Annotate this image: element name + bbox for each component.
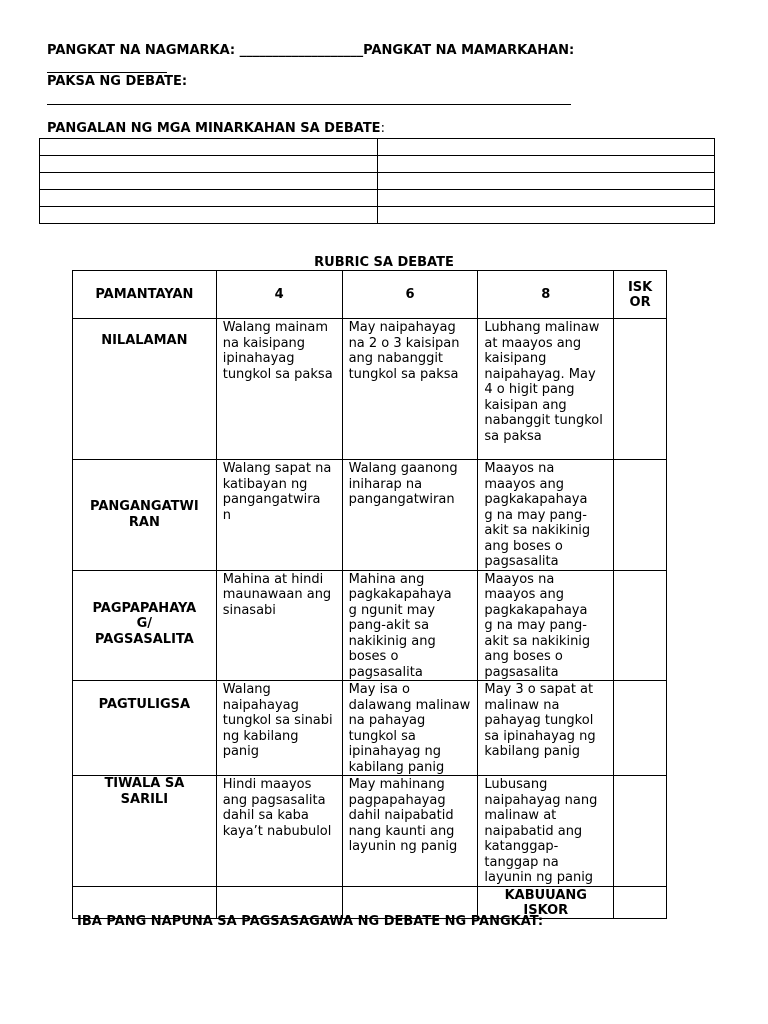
pangalan-colon: : (380, 121, 385, 136)
criterion-tiwala-sa-sarili: TIWALA SA SARILI (73, 776, 217, 887)
rubric-title: RUBRIC SA DEBATE (314, 255, 454, 270)
pangalan-label: PANGALAN NG MGA MINARKAHAN SA DEBATE (47, 121, 381, 136)
pangalan-heading (47, 121, 385, 136)
descriptor-8: Maayos na maayos ang pagkakapahaya g na may pang-akit sa nakikinig ang boses o pagsasalita (478, 460, 614, 571)
kabuuang-iskor-label: KABUUANG ISKOR (478, 886, 614, 918)
paksa-blank-line[interactable] (47, 104, 571, 105)
name-cell[interactable] (378, 173, 715, 190)
iskor-cell[interactable] (614, 570, 667, 681)
names-row (40, 207, 715, 224)
puna-label: IBA PANG NAPUNA SA PAGSASAGAWA NG DEBATE NG PANGKAT: (77, 914, 544, 929)
rubric-header-row (73, 271, 667, 319)
rubric-row (73, 570, 667, 681)
rubric-row (73, 681, 667, 776)
iskor-cell[interactable] (614, 776, 667, 887)
name-cell[interactable] (40, 139, 378, 156)
descriptor-8: Lubusang naipahayag nang malinaw at naipabatid ang katanggap-tanggap na layunin ng panig (478, 776, 614, 887)
header-pamantayan: PAMANTAYAN (73, 271, 217, 319)
descriptor-4: Walang sapat na katibayan ng pangangatwira n (216, 460, 342, 571)
header-score-6: 6 (342, 271, 478, 319)
names-table (39, 138, 715, 224)
names-row (40, 139, 715, 156)
iskor-cell[interactable] (614, 319, 667, 460)
descriptor-6: Walang gaanong iniharap na pangangatwiran (342, 460, 478, 571)
header-score-8: 8 (478, 271, 614, 319)
descriptor-6: Mahina ang pagkakapahaya g ngunit may pang-akit sa nakikinig ang boses o pagsasalita (342, 570, 478, 681)
descriptor-4: Mahina at hindi maunawaan ang sinasabi (216, 570, 342, 681)
descriptor-8: Maayos na maayos ang pagkakapahaya g na may pang-akit sa nakikinig ang boses o pagsasalita (478, 570, 614, 681)
nagmarka-label: PANGKAT NA NAGMARKA: ___________________PANGKAT NA MAMARKAHAN: (47, 43, 575, 58)
criterion-pagtuligsa: PAGTULIGSA (73, 681, 217, 776)
names-row (40, 173, 715, 190)
name-cell[interactable] (378, 207, 715, 224)
header-iskor: ISK OR (614, 271, 667, 319)
name-cell[interactable] (378, 139, 715, 156)
rubric-table (72, 270, 667, 919)
descriptor-6: May isa o dalawang malinaw na pahayag tungkol sa ipinahayag ng kabilang panig (342, 681, 478, 776)
kabuuang-iskor-cell[interactable] (614, 886, 667, 918)
name-cell[interactable] (378, 156, 715, 173)
name-cell[interactable] (40, 173, 378, 190)
paksa-label: PAKSA NG DEBATE: (47, 74, 188, 89)
rubric-row (73, 319, 667, 460)
header-score-4: 4 (216, 271, 342, 319)
descriptor-6: May mahinang pagpapahayag dahil naipabatid nang kaunti ang layunin ng panig (342, 776, 478, 887)
criterion-nilalaman: NILALAMAN (73, 319, 217, 460)
mamarkahan-blank-line[interactable] (47, 72, 167, 73)
name-cell[interactable] (378, 190, 715, 207)
descriptor-4: Walang mainam na kaisipang ipinahayag tungkol sa paksa (216, 319, 342, 460)
descriptor-8: May 3 o sapat at malinaw na pahayag tungkol sa ipinahayag ng kabilang panig (478, 681, 614, 776)
name-cell[interactable] (40, 207, 378, 224)
names-row (40, 156, 715, 173)
iskor-cell[interactable] (614, 460, 667, 571)
rubric-row (73, 460, 667, 571)
names-row (40, 190, 715, 207)
descriptor-6: May naipahayag na 2 o 3 kaisipan ang nabanggit tungkol sa paksa (342, 319, 478, 460)
name-cell[interactable] (40, 190, 378, 207)
rubric-row (73, 776, 667, 887)
descriptor-8: Lubhang malinaw at maayos ang kaisipang naipahayag. May 4 o higit pang kaisipan ang nabanggit tungkol sa paksa (478, 319, 614, 460)
iskor-cell[interactable] (614, 681, 667, 776)
descriptor-4: Hindi maayos ang pagsasalita dahil sa kaba kaya’t nabubulol (216, 776, 342, 887)
descriptor-4: Walang naipahayag tungkol sa sinabi ng kabilang panig (216, 681, 342, 776)
criterion-pangangatwiran: PANGANGATWI RAN (73, 460, 217, 571)
criterion-pagpapahayag: PAGPAPAHAYA G/ PAGSASALITA (73, 570, 217, 681)
name-cell[interactable] (40, 156, 378, 173)
